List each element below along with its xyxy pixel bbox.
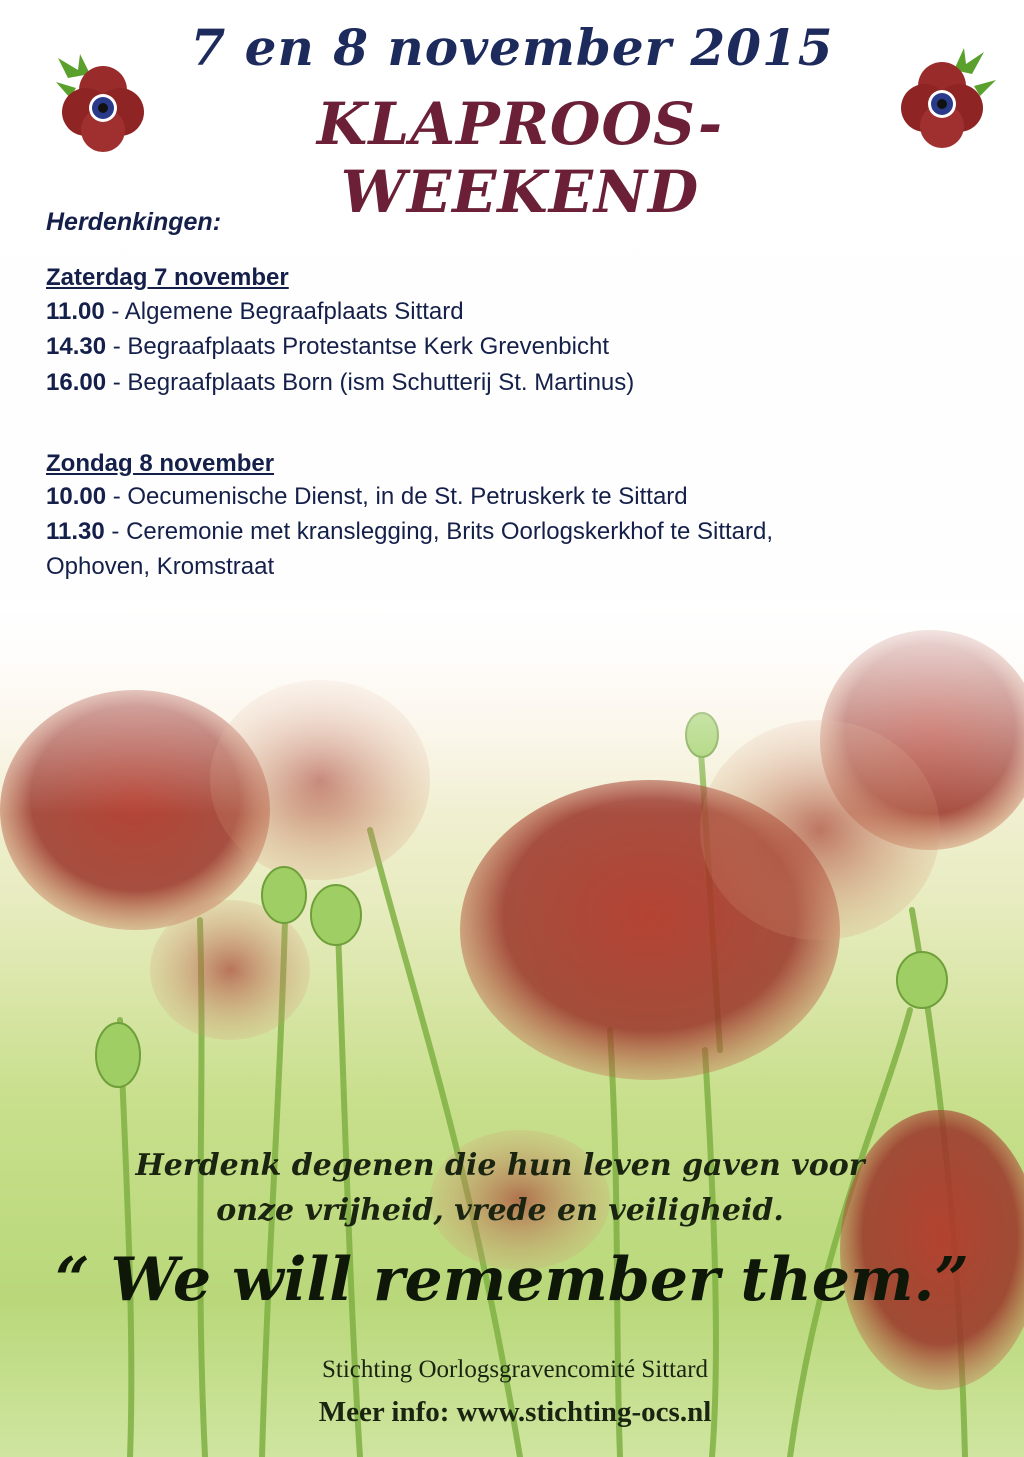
more-info-link[interactable]: Meer info: www.stichting-ocs.nl [318,1396,712,1428]
event-description: - Begraafplaats Protestantse Kerk Grevenbicht [106,333,609,360]
saturday-event [46,298,464,326]
remembrance-line-2: onze vrijheid, vrede en veiligheid. [216,1193,784,1228]
event-description: - Ceremonie met kranslegging, Brits Oorlogskerkhof te Sittard, [104,518,774,545]
event-title: KLAPROOS-WEEKEND [316,90,724,226]
saturday-title: Zaterdag 7 november [46,264,289,291]
poppy-icon [48,48,158,158]
event-time: 11.00 [46,298,105,325]
remembrance-quote: “ We will remember them.” [55,1245,969,1315]
saturday-event [46,369,634,397]
event-time: 14.30 [46,333,107,360]
event-time: 10.00 [46,483,107,510]
event-time: 16.00 [46,369,107,396]
section-heading: Herdenkingen: [46,208,222,236]
sunday-event-continuation: Ophoven, Kromstraat [46,553,275,580]
poppy-icon [892,44,1002,154]
sunday-title: Zondag 8 november [46,450,275,477]
event-description: - Begraafplaats Born (ism Schutterij St. Martinus) [106,369,635,396]
sunday-event [46,483,688,511]
event-description: - Oecumenische Dienst, in de St. Petruskerk te Sittard [106,483,688,510]
sunday-event [46,518,773,546]
remembrance-line-1: Herdenk degenen die hun leven gaven voor [135,1148,865,1183]
organization-name: Stichting Oorlogsgravencomité Sittard [321,1356,709,1383]
poppy-field-illustration [0,600,1024,1457]
saturday-event [46,333,609,361]
event-date: 7 en 8 november 2015 [190,18,834,77]
event-description: - Algemene Begraafplaats Sittard [104,298,464,325]
event-time: 11.30 [46,518,105,545]
